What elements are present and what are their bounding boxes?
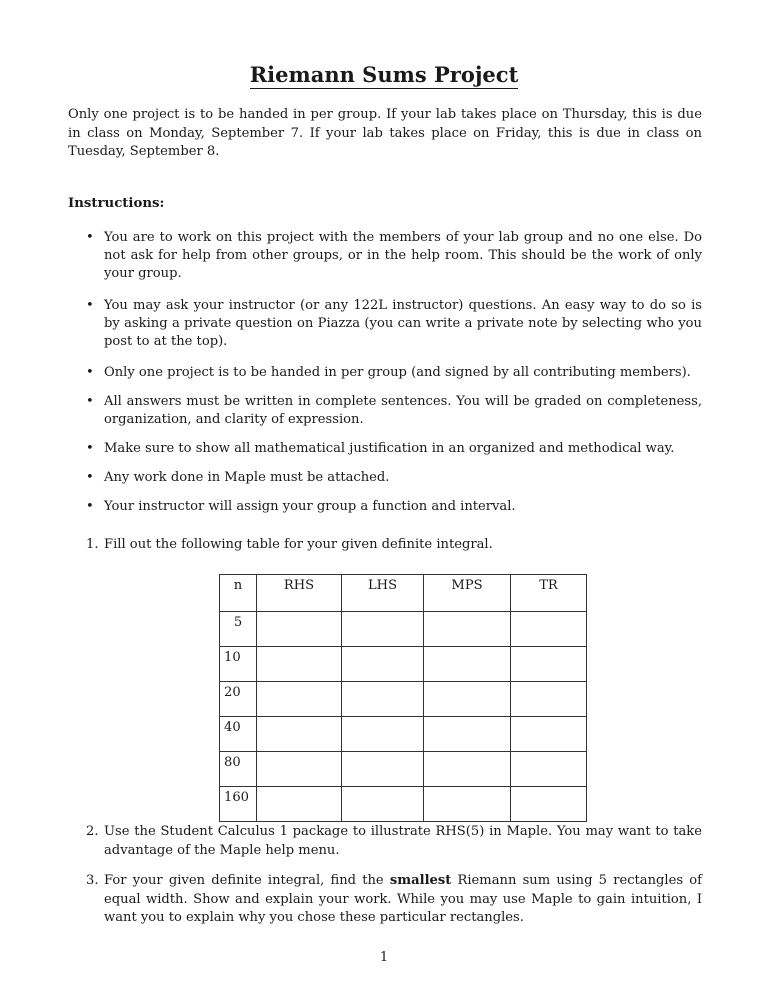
table-row	[220, 647, 587, 682]
mps-cell	[424, 647, 511, 682]
n-value-cell: 160	[220, 787, 257, 822]
rhs-cell	[257, 647, 342, 682]
mps-cell	[424, 787, 511, 822]
column-header-rhs: RHS	[257, 575, 342, 612]
rhs-cell	[257, 752, 342, 787]
question-text: Use the Student Calculus 1 package to illustrate RHS(5) in Maple. You may want to take advantage of the Maple help menu.	[104, 824, 702, 858]
bullet-icon: •	[86, 441, 94, 456]
table-row	[220, 682, 587, 717]
question-number: 3.	[86, 873, 99, 888]
page-number: 1	[379, 950, 389, 965]
lhs-cell	[342, 682, 424, 717]
tr-cell	[511, 752, 587, 787]
list-item: • You may ask your instructor (or any 122L instructor) questions. An easy way to do so is by asking a private question on Piazza (you can write a private note by selecting who you post to at the top).	[86, 298, 702, 349]
tr-cell	[511, 717, 587, 752]
emphasis-text: smallest	[389, 873, 452, 888]
tr-cell	[511, 682, 587, 717]
bullet-icon: •	[86, 499, 94, 514]
lhs-cell	[342, 612, 424, 647]
n-value-cell: 40	[220, 717, 257, 752]
n-value-cell: 10	[220, 647, 257, 682]
list-item: • Only one project is to be handed in per group (and signed by all contributing members).	[86, 365, 691, 380]
instructions-heading: Instructions:	[68, 196, 165, 211]
mps-cell	[424, 682, 511, 717]
list-item: • You are to work on this project with the members of your lab group and no one else. Do not ask for help from other groups, or in the help room. This should be the work of only your group.	[86, 230, 702, 281]
list-item: • All answers must be written in complete sentences. You will be graded on completeness, organization, and clarity of expression.	[86, 394, 702, 427]
n-value-cell: 20	[220, 682, 257, 717]
question-text: Fill out the following table for your given definite integral.	[104, 537, 493, 552]
mps-cell	[424, 717, 511, 752]
question-1	[86, 536, 702, 555]
rhs-cell	[257, 717, 342, 752]
table-row	[220, 752, 587, 787]
lhs-cell	[342, 647, 424, 682]
bullet-icon: •	[86, 470, 94, 485]
table-row	[220, 717, 587, 752]
tr-cell	[511, 787, 587, 822]
riemann-table	[219, 574, 587, 822]
question-2	[86, 823, 702, 860]
column-header-n: n	[220, 575, 257, 612]
mps-cell	[424, 752, 511, 787]
rhs-cell	[257, 612, 342, 647]
lhs-cell	[342, 752, 424, 787]
bullet-icon: •	[86, 365, 94, 380]
list-item: • Make sure to show all mathematical justification in an organized and methodical way.	[86, 441, 675, 456]
table-row	[220, 787, 587, 822]
table-header-row	[220, 575, 587, 612]
list-item: • Any work done in Maple must be attached.	[86, 470, 390, 485]
rhs-cell	[257, 682, 342, 717]
question-number: 2.	[86, 824, 99, 839]
page-title: Riemann Sums Project	[249, 62, 519, 87]
instructions-list	[86, 229, 702, 527]
lhs-cell	[342, 717, 424, 752]
tr-cell	[511, 612, 587, 647]
bullet-icon: •	[86, 230, 94, 245]
lhs-cell	[342, 787, 424, 822]
column-header-mps: MPS	[424, 575, 511, 612]
mps-cell	[424, 612, 511, 647]
bullet-icon: •	[86, 394, 94, 409]
tr-cell	[511, 647, 587, 682]
column-header-tr: TR	[511, 575, 587, 612]
n-value-cell: 5	[220, 612, 257, 647]
bullet-icon: •	[86, 298, 94, 313]
column-header-lhs: LHS	[342, 575, 424, 612]
rhs-cell	[257, 787, 342, 822]
question-number: 1.	[86, 537, 99, 552]
question-text: For your given definite integral, find the smallest Riemann sum using 5 rectangles of equal width. Show and explain your work. While you may use Maple to gain intuition, I want you to explain why you chose these particular rectangles.	[104, 873, 702, 925]
list-item: • Your instructor will assign your group a function and interval.	[86, 499, 516, 514]
table-row	[220, 612, 587, 647]
question-3	[86, 872, 702, 928]
n-value-cell: 80	[220, 752, 257, 787]
intro-paragraph: Only one project is to be handed in per group. If your lab takes place on Thursday, this is due in class on Monday, September 7. If your lab takes place on Friday, this is due in class on Tuesday, September 8.	[68, 107, 702, 159]
